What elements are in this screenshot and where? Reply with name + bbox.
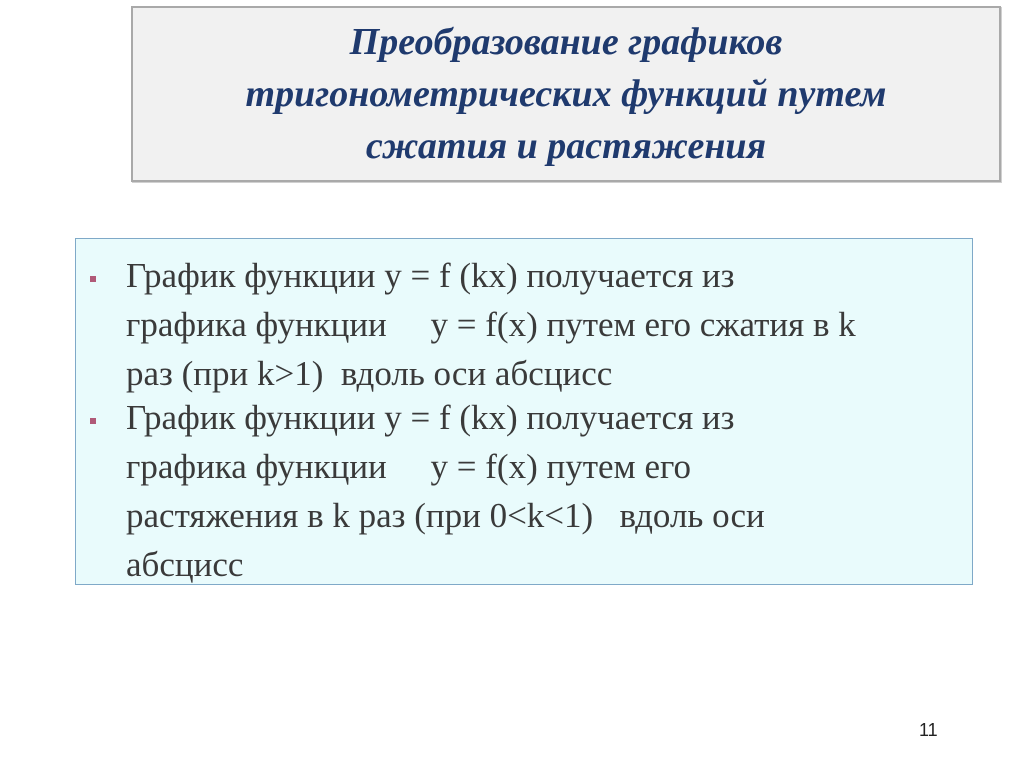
bullet-2-line-2: графика функции y = f(x) путем его: [126, 447, 691, 486]
bullet-2-line-3: растяжения в k раз (при 0<k<1) вдоль оси: [126, 496, 765, 535]
content-box: [75, 238, 973, 585]
square-bullet-icon: [90, 276, 96, 282]
bullet-2-line-1: График функции y = f (kx) получается из: [126, 398, 735, 437]
bullet-2-line-4: абсцисс: [126, 545, 244, 584]
bullet-1-line-3: раз (при k>1) вдоль оси абсцисс: [126, 354, 613, 393]
bullet-1-line-1: График функции y = f (kx) получается из: [126, 256, 735, 295]
title-line-3: сжатия и растяжения: [365, 125, 767, 167]
page-number: 11: [919, 720, 938, 740]
bullet-1-line-2: графика функции y = f(x) путем его сжатия в k: [126, 305, 856, 344]
bullet-text-1: [126, 251, 856, 398]
title-box: [131, 6, 1001, 182]
title-line-2: тригонометрических функций путем: [245, 73, 887, 115]
title-line-1: Преобразование графиков: [349, 21, 783, 63]
bullet-text-2: [126, 393, 765, 589]
square-bullet-icon: [90, 418, 96, 424]
